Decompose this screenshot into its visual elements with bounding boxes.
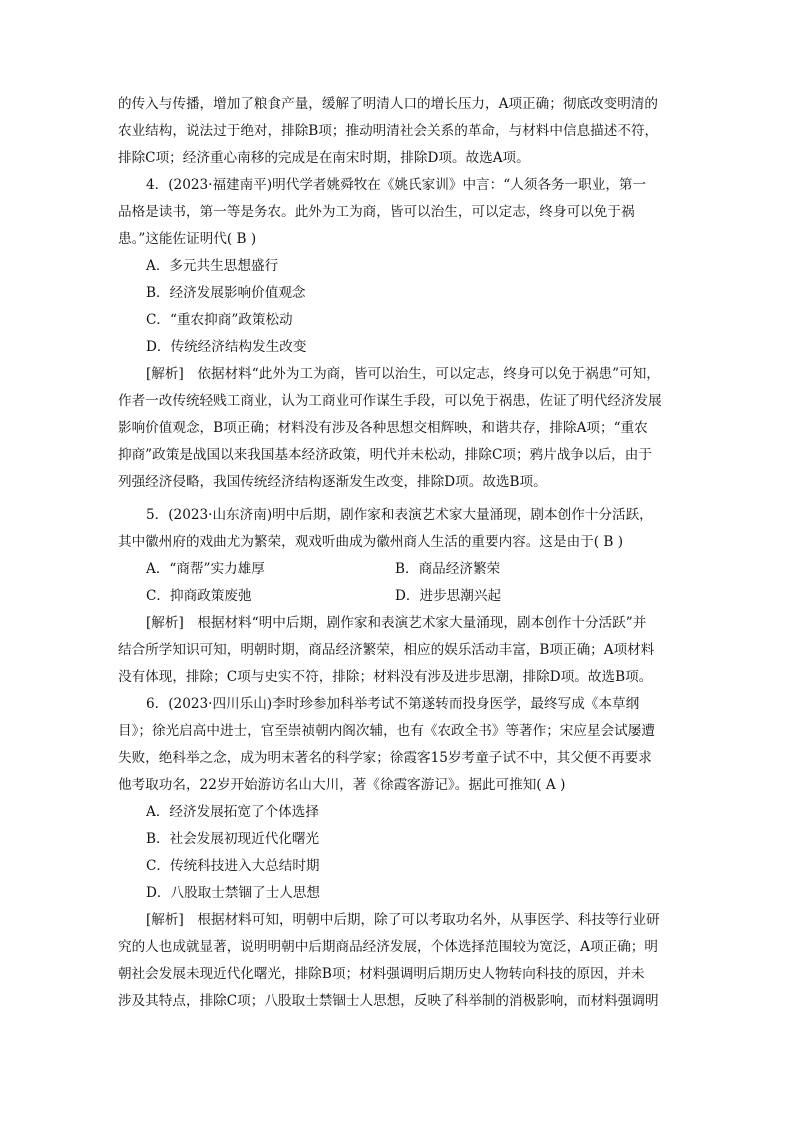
option-d: D．八股取士禁锢了士人思想 — [146, 885, 321, 901]
question-6-stem: 6．(2023·四川乐山)李时珍参加科举考试不第遂转而投身医学，最终写成《本草纲 — [146, 696, 640, 712]
option-a: A．多元共生思想盛行 — [146, 258, 279, 274]
question-4-stem: 4．(2023·福建南平)明代学者姚舜牧在《姚氏家训》中言：“人须各务一职业，第一 — [146, 177, 647, 193]
option-c: C．“重农抑商”政策松动 — [146, 312, 293, 328]
analysis-6: [解析] 根据材料可知，明朝中后期，除了可以考取功名外，从事医学、科技等行业研 — [146, 912, 660, 928]
question-5-stem: 5．(2023·山东济南)明中后期，剧作家和表演艺术家大量涌现，剧本创作十分活跃， — [146, 507, 653, 523]
analysis-4: 列强经济侵略，我国传统经济结构逐渐发生改变，排除D项。故选B项。 — [118, 474, 547, 490]
question-6-stem: 目》；徐光启高中进士，官至崇祯朝内阁次辅，也有《农政全书》等著作；宋应星会试屡遭 — [118, 723, 655, 739]
analysis-5: 没有体现，排除；C项与史实不符，排除；材料没有涉及进步思潮，排除D项。故选B项。 — [118, 669, 653, 685]
question-6-stem: 失败，绝科举之念，成为明末著名的科学家；徐霞客15岁考童子试不中，其父便不再要求 — [118, 750, 652, 766]
option-b: B．社会发展初现近代化曙光 — [146, 831, 320, 847]
analysis-4: 抑商”政策是战国以来我国基本经济政策，明代并未松动，排除C项；鸦片战争以后，由于 — [118, 447, 652, 463]
option-d: D．传统经济结构发生改变 — [146, 339, 307, 355]
analysis-5: 结合所学知识可知，明朝时期，商品经济繁荣，相应的娱乐活动丰富，B项正确；A项材料 — [118, 642, 655, 658]
analysis-4: 作者一改传统轻贱工商业，认为工商业可作谋生手段，可以免于祸患，佐证了明代经济发展 — [118, 393, 662, 409]
analysis-4: 影响价值观念，B项正确；材料没有涉及各种思想交相辉映，和谐共存，排除A项；“重农 — [118, 420, 648, 436]
text-line: 农业结构，说法过于绝对，排除B项；推动明清社会关系的革命，与材料中信息描述不符， — [118, 123, 659, 139]
option-b: B．商品经济繁荣 — [395, 561, 501, 577]
option-c: C．抑商政策废弛 — [146, 588, 252, 604]
question-6-stem: 他考取功名，22岁开始游访名山大川，著《徐霞客游记》。据此可推知( A ) — [118, 777, 566, 793]
analysis-4: [解析] 依据材料“此外为工为商，皆可以治生，可以定志，终身可以免于祸患”可知， — [146, 366, 660, 382]
analysis-5: [解析] 根据材料“明中后期，剧作家和表演艺术家大量涌现，剧本创作十分活跃”并 — [146, 615, 647, 631]
option-d: D．进步思潮兴起 — [395, 588, 502, 604]
text-line: 的传入与传播，增加了粮食产量，缓解了明清人口的增长压力，A项正确；彻底改变明清的 — [118, 96, 658, 112]
question-4-stem: 患。”这能佐证明代( B ) — [118, 231, 257, 247]
analysis-6: 朝社会发展未现近代化曙光，排除B项；材料强调明后期历史人物转向科技的原因，并未 — [118, 966, 645, 982]
option-a: A．“商帮”实力雄厚 — [146, 561, 265, 577]
text-line: 排除C项；经济重心南移的完成是在南宋时期，排除D项。故选A项。 — [118, 150, 530, 166]
question-4-stem: 品格是读书，第一等是务农。此外为工为商，皆可以治生，可以定志，终身可以免于祸 — [118, 204, 635, 220]
option-b: B．经济发展影响价值观念 — [146, 285, 306, 301]
analysis-6: 涉及其特点，排除C项；八股取士禁锢士人思想，反映了科举制的消极影响，而材料强调明 — [118, 993, 659, 1009]
analysis-6: 究的人也成就显著，说明明朝中后期商品经济发展，个体选择范围较为宽泛，A项正确；明 — [118, 939, 658, 955]
option-c: C．传统科技进入大总结时期 — [146, 858, 320, 874]
question-5-stem: 其中徽州府的戏曲尤为繁荣，观戏听曲成为徽州商人生活的重要内容。这是由于( B ) — [118, 534, 624, 550]
option-a: A．经济发展拓宽了个体选择 — [146, 804, 319, 820]
